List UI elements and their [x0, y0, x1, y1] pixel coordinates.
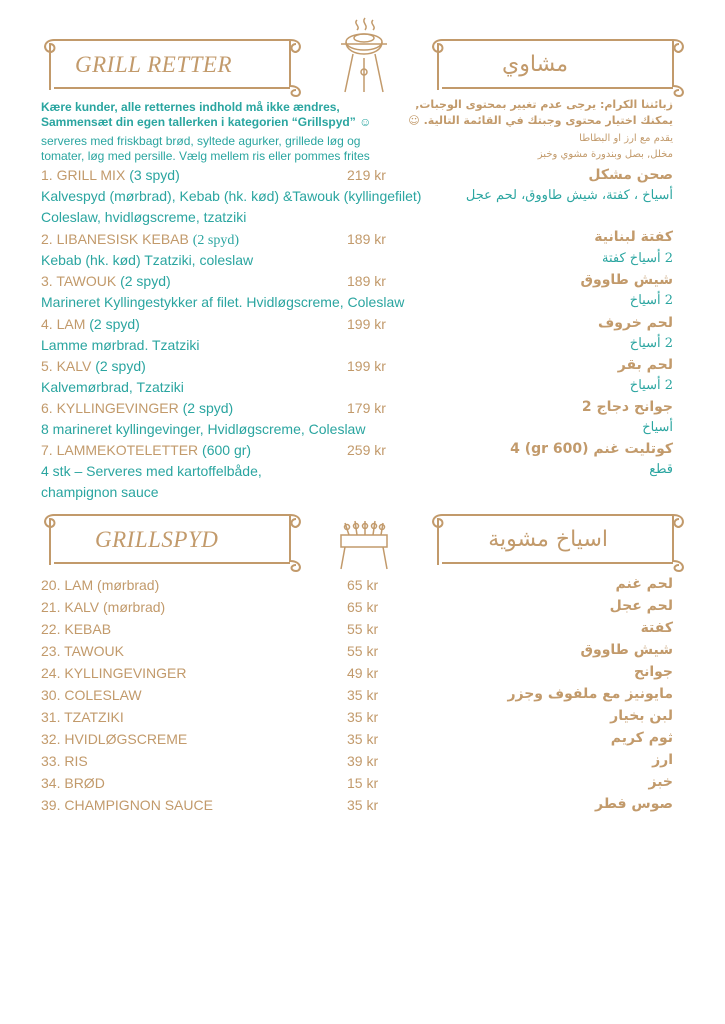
grill-item-name: 4. LAM (2 spyd) [41, 316, 140, 332]
grillspyd-banner [40, 503, 305, 573]
intro-line-3: serveres med friskbagt brød, syltede agurker, grillede løg og [41, 134, 361, 148]
grill-item-desc: Kalvespyd (mørbrad), Kebab (hk. kød) &Tawouk (kyllingefilet) [41, 188, 422, 204]
grill-item-price: 259 kr [347, 442, 386, 458]
grill-item-desc: Kebab (hk. kød) Tzatziki, coleslaw [41, 252, 254, 268]
intro-line-4: tomater, løg med persille. Vælg mellem ris eller pommes frites [41, 149, 370, 163]
spyd-item-price: 65 kr [347, 577, 379, 593]
spyd-item-name: 23. TAWOUK [41, 643, 124, 659]
grill-retter-title: GRILL RETTER [75, 52, 233, 77]
grillspyd-title: GRILLSPYD [95, 527, 219, 552]
grill-item-ar-sub: 2 أسياخ [629, 293, 673, 308]
spyd-item-name: 31. TZATZIKI [41, 709, 124, 725]
grill-item-ar-name: لحم بقر [617, 357, 673, 373]
spyd-item-name: 39. CHAMPIGNON SAUCE [41, 797, 213, 813]
spyd-item-price: 35 kr [347, 709, 379, 725]
grill-item-name: 2. LIBANESISK KEBAB (2 spyd) [41, 231, 240, 248]
spyd-item-ar: ثوم كريم [610, 730, 673, 746]
spyd-item-name: 20. LAM (mørbrad) [41, 577, 160, 593]
grill-item-desc: Kalvemørbrad, Tzatziki [41, 379, 184, 395]
spyd-item-name: 34. BRØD [41, 775, 105, 791]
spyd-item-name: 22. KEBAB [41, 621, 112, 637]
spyd-item-price: 55 kr [347, 621, 379, 637]
grill-item-ar-name: شيش طاووق [580, 272, 673, 288]
grill-item-name: 1. GRILL MIX (3 spyd) [41, 167, 180, 183]
spyd-item-name: 33. RIS [41, 753, 88, 769]
intro-line-1: Kære kunder, alle retternes indhold må ikke ændres, [41, 100, 340, 114]
grill-item-price: 219 kr [347, 167, 386, 183]
skewer-grill-icon [335, 513, 393, 571]
intro-line-2: Sammensæt din egen tallerken i kategorien “Grillspyd” ☺ [41, 115, 372, 129]
intro-ar-line-4: مخلل, بصل وبندورة مشوي وخبز [537, 149, 673, 160]
spyd-item-price: 15 kr [347, 775, 379, 791]
grill-item-ar-sub: 2 أسياخ كفتة [602, 251, 673, 266]
grill-item-ar-sub: 2 أسياخ [629, 378, 673, 393]
spyd-item-ar: صوس فطر [594, 796, 673, 812]
spyd-item-name: 30. COLESLAW [41, 687, 142, 703]
spyd-item-ar: جوانح [633, 664, 673, 680]
grill-item-desc: 4 stk – Serveres med kartoffelbåde, [41, 463, 262, 479]
grill-item-desc: Lamme mørbrad. Tzatziki [41, 337, 200, 353]
spyd-item-price: 35 kr [347, 687, 379, 703]
grill-item-ar-name: كفتة لبنانية [594, 229, 673, 245]
grill-barbecue-icon [333, 14, 395, 96]
spyd-item-price: 49 kr [347, 665, 379, 681]
spyd-item-name: 24. KYLLINGEVINGER [41, 665, 187, 681]
grill-item-price: 189 kr [347, 273, 386, 289]
grill-item-price: 199 kr [347, 316, 386, 332]
spyd-item-name: 32. HVIDLØGSCREME [41, 731, 188, 747]
grill-item-desc: Marineret Kyllingestykker af filet. Hvidløgscreme, Coleslaw [41, 294, 405, 310]
mashawi-title: مشاوي [502, 52, 568, 77]
spyd-item-ar: لحم غنم [615, 576, 673, 592]
spyd-item-price: 35 kr [347, 797, 379, 813]
grill-retter-banner [40, 28, 305, 98]
grill-item-ar-name: صحن مشكل [588, 167, 673, 183]
grill-item-ar-name: جوانح دجاج 2 [581, 399, 673, 415]
grill-item-name: 6. KYLLINGEVINGER (2 spyd) [41, 400, 234, 416]
spyd-item-price: 55 kr [347, 643, 379, 659]
spyd-item-ar: مايونيز مع ملفوف وجزر [507, 686, 673, 702]
spyd-item-ar: خبز [648, 774, 673, 790]
grill-item-ar-sub: 2 أسياخ [629, 336, 673, 351]
grill-item-name: 5. KALV (2 spyd) [41, 358, 146, 374]
spyd-item-price: 65 kr [347, 599, 379, 615]
grill-item-price: 199 kr [347, 358, 386, 374]
intro-ar-line-1: زبائننا الكرام: يرجى عدم تغيير بمحتوى الوجبات, [415, 98, 673, 111]
spyd-item-ar: ارز [652, 752, 673, 768]
intro-ar-line-2: يمكنك اختيار محتوى وجبتك في القائمة التالية. ☺ [408, 114, 673, 127]
asyakh-banner [428, 503, 688, 573]
grill-item-ar-name: لحم خروف [598, 315, 673, 331]
intro-ar-line-3: يقدم مع ارز او البطاطا [579, 133, 673, 144]
grill-item-ar-sub: قطع [649, 462, 673, 477]
spyd-item-ar: لبن بخيار [610, 708, 673, 724]
grill-item-name: 3. TAWOUK (2 spyd) [41, 273, 171, 289]
grill-item-desc: champignon sauce [41, 484, 159, 500]
spyd-item-ar: كفتة [640, 620, 673, 636]
mashawi-banner [428, 28, 688, 98]
asyakh-title: اسياخ مشوية [488, 527, 608, 552]
spyd-item-ar: شيش طاووق [580, 642, 673, 658]
grill-item-price: 189 kr [347, 231, 386, 247]
spyd-item-price: 35 kr [347, 731, 379, 747]
grill-item-ar-name: كوتليت غنم (600 gr) 4 [510, 441, 673, 457]
grill-item-ar-sub: أسياخ ، كفتة، شيش طاووق، لحم عجل [465, 188, 673, 203]
grill-item-desc: 8 marineret kyllingevinger, Hvidløgscreme, Coleslaw [41, 421, 366, 437]
spyd-item-ar: لحم عجل [609, 598, 673, 614]
spyd-item-price: 39 kr [347, 753, 379, 769]
grill-item-desc: Coleslaw, hvidløgscreme, tzatziki [41, 209, 247, 225]
grill-item-price: 179 kr [347, 400, 386, 416]
grill-item-ar-sub: أسياخ [642, 420, 673, 435]
grill-item-name: 7. LAMMEKOTELETTER (600 gr) [41, 442, 252, 458]
spyd-item-name: 21. KALV (mørbrad) [41, 599, 166, 615]
